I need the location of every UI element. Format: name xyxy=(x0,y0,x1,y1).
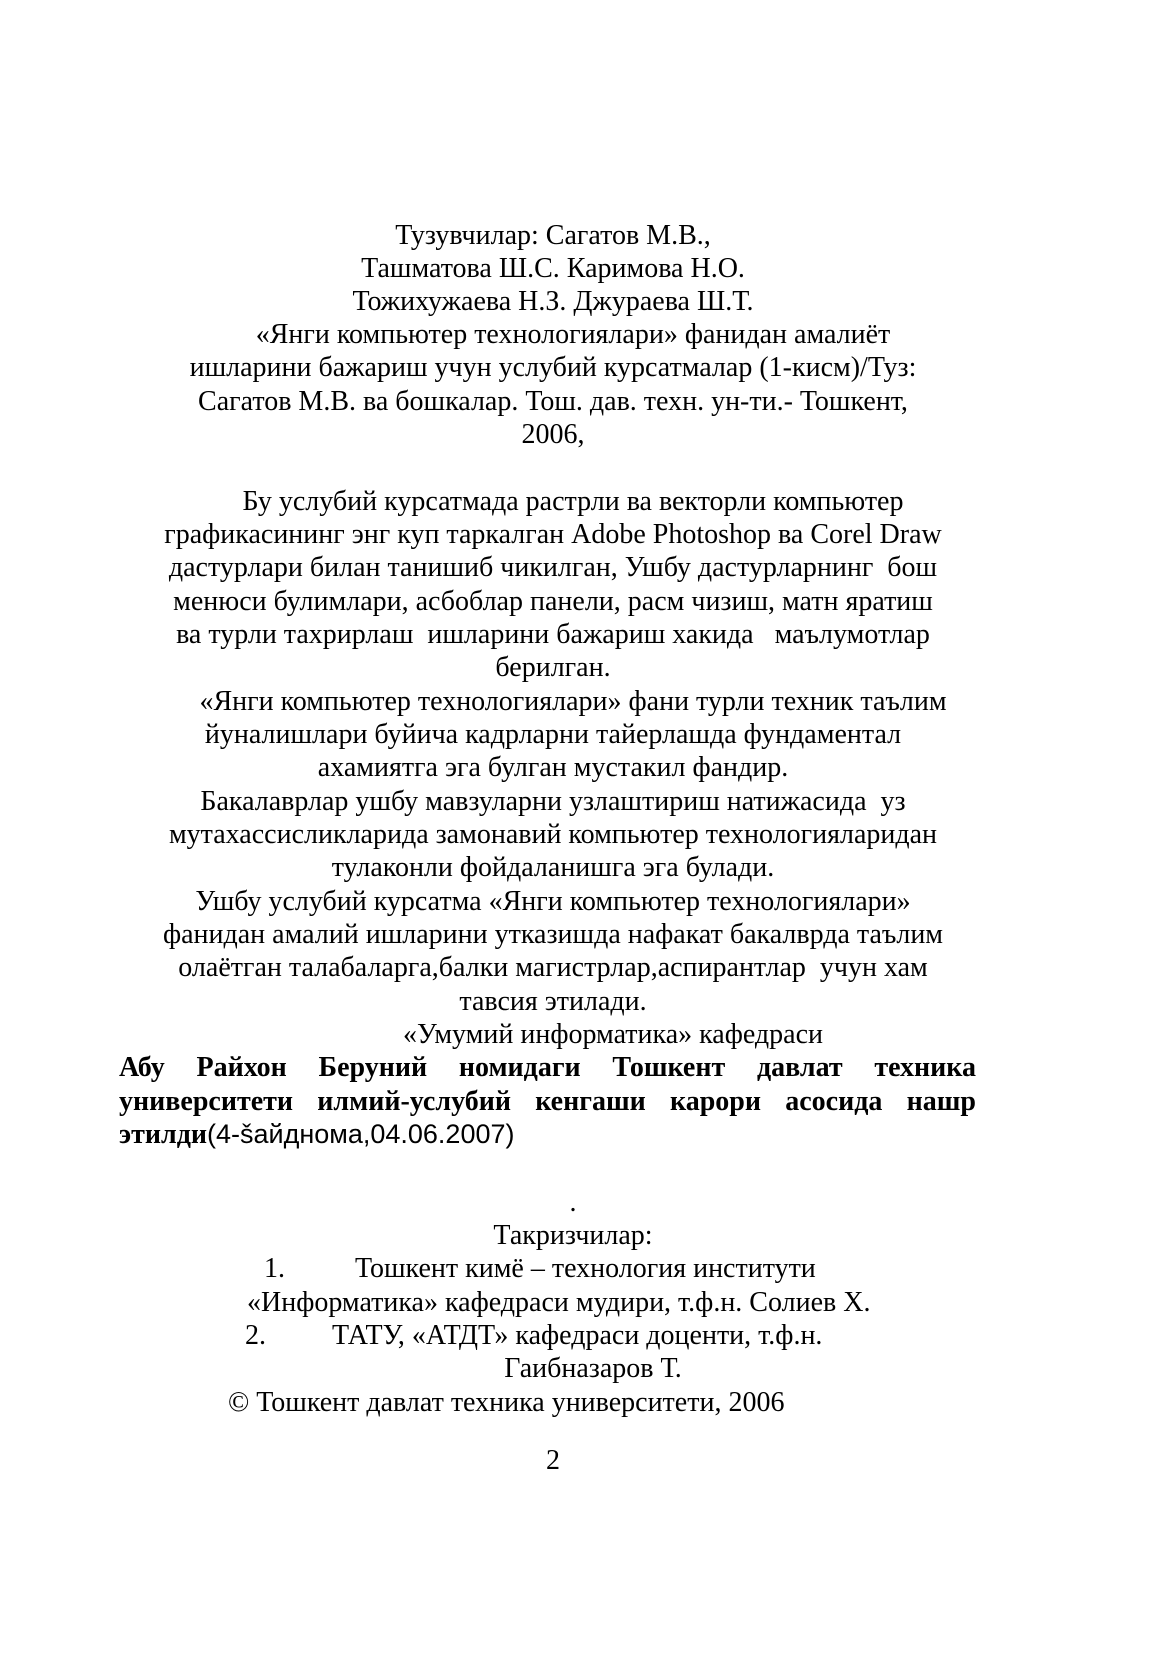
abstract-p1-line-6: берилган. xyxy=(495,652,611,683)
abstract-p2-line-3: ахамиятга эга булган мустакил фандир. xyxy=(317,752,789,783)
abstract-p2-line-2: йуналишлари буйича кадрларни тайерлашда фундаментал xyxy=(204,719,902,750)
citation-line-3: Сагатов М.В. ва бошкалар. Тош. дав. техн. ун-ти.- Тошкент, xyxy=(198,386,908,417)
reviewer-2-line-2: Гаибназаров Т. xyxy=(504,1353,682,1384)
reviewer-1-line-1: Тошкент кимё – технология институти xyxy=(355,1253,816,1284)
copyright-line: © Тошкент давлат техника университети, 2006 xyxy=(228,1387,785,1418)
page-number: 2 xyxy=(546,1445,560,1476)
abstract-p3-line-1: Бакалаврлар ушбу мавзуларни узлаштириш натижасида уз xyxy=(200,786,906,817)
approval-line-1: Абу Райхон Беруний номидаги Тошкент давлат техника xyxy=(119,1052,976,1083)
reviewers-heading: Такризчилар: xyxy=(493,1220,653,1251)
abstract-p3-line-2: мутахассисликларида замонавий компьютер технологияларидан xyxy=(168,819,938,850)
approval-line-2: университети илмий-услубий кенгаши карори асосида нашр xyxy=(119,1086,976,1117)
citation-line-2: ишларини бажариш учун услубий курсатмалар (1-кисм)/Туз: xyxy=(189,352,917,383)
abstract-p1-line-2: графикасининг энг куп таркалган Adobe Photoshop ва Corel Draw xyxy=(164,519,942,550)
abstract-p1-line-5: ва турли тахрирлаш ишларини бажариш хакида маълумотлар xyxy=(176,619,930,650)
compilers-line-1: Тузувчилар: Сагатов М.В., xyxy=(395,220,711,251)
approval-line-3-decision: (4-šайднома,04.06.2007) xyxy=(207,1119,515,1149)
abstract-p3-line-3: тулаконли фойдаланишга эга булади. xyxy=(331,852,775,883)
reviewer-1-number: 1. xyxy=(264,1253,285,1284)
abstract-p4-line-4: тавсия этилади. xyxy=(459,986,647,1017)
department-line: «Умумий информатика» кафедраси xyxy=(402,1019,824,1050)
citation-line-4: 2006, xyxy=(521,419,585,450)
abstract-p1-line-4: менюси булимлари, асбоблар панели, расм чизиш, матн яратиш xyxy=(173,586,933,617)
abstract-p2-line-1: «Янги компьютер технологиялари» фани турли техник таълим xyxy=(199,686,947,717)
approval-line-3 xyxy=(119,1117,514,1152)
abstract-p4-line-1: Ушбу услубий курсатма «Янги компьютер технологиялари» xyxy=(195,886,911,917)
abstract-p4-line-3: олаётган талабаларга,балки магистрлар,аспирантлар учун хам xyxy=(178,952,928,983)
approval-line-3-bold: этилди xyxy=(119,1119,207,1150)
separator-dot: . xyxy=(569,1187,577,1218)
reviewer-1-line-2: «Информатика» кафедраси мудири, т.ф.н. Солиев Х. xyxy=(247,1287,871,1318)
compilers-line-3: Тожихужаева Н.З. Джураева Ш.Т. xyxy=(352,286,754,317)
abstract-p4-line-2: фанидан амалий ишларини утказишда нафакат бакалврда таълим xyxy=(162,919,944,950)
reviewer-2-number: 2. xyxy=(245,1320,266,1351)
compilers-line-2: Ташматова Ш.С. Каримова Н.О. xyxy=(361,253,745,284)
abstract-p1-line-3: дастурлари билан танишиб чикилган, Ушбу дастурларнинг бош xyxy=(168,552,938,583)
reviewer-2-line-1: ТАТУ, «АТДТ» кафедраси доценти, т.ф.н. xyxy=(332,1320,823,1351)
abstract-p1-line-1: Бу услубий курсатмада растрли ва векторли компьютер xyxy=(242,486,904,517)
citation-line-1: «Янги компьютер технологиялари» фанидан амалиёт xyxy=(255,319,891,350)
